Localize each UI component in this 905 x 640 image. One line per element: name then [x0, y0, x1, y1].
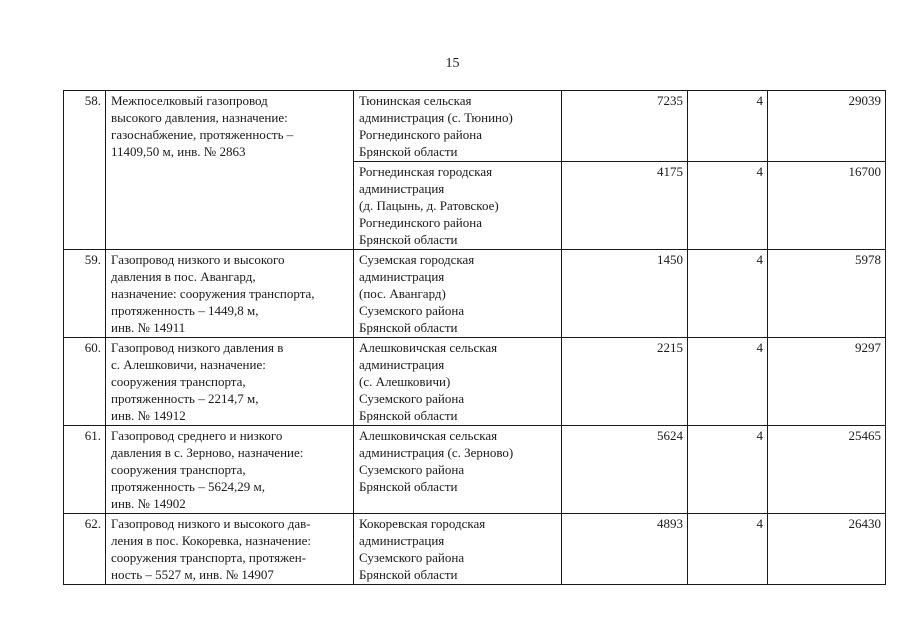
object-description-line: сооружения транспорта, протяжен-: [111, 550, 307, 565]
table-row: [64, 250, 886, 338]
object-description-line: Газопровод среднего и низкого: [111, 428, 283, 443]
value-rate: 4: [688, 514, 768, 585]
object-description-line: высокого давления, назначение:: [111, 110, 288, 125]
administration-name: [354, 338, 562, 426]
administration-line: администрация: [359, 181, 445, 196]
administration-line: Брянской области: [359, 408, 458, 423]
value-amount: 29039: [768, 91, 886, 162]
administration-line: Кокоревская городская: [359, 516, 486, 531]
value-length: 4175: [562, 162, 688, 250]
object-description: [106, 426, 354, 514]
object-description-line: давления в с. Зерново, назначение:: [111, 445, 304, 460]
administration-line: Брянской области: [359, 144, 458, 159]
object-description-line: газоснабжение, протяженность –: [111, 127, 294, 142]
administration-line: Брянской области: [359, 320, 458, 335]
object-description-line: протяженность – 2214,7 м,: [111, 391, 259, 406]
value-rate: 4: [688, 162, 768, 250]
value-amount: 16700: [768, 162, 886, 250]
value-length: 7235: [562, 91, 688, 162]
object-description-line: инв. № 14912: [111, 408, 186, 423]
administration-line: Суземского района: [359, 303, 465, 318]
administration-line: Алешковичская сельская: [359, 340, 498, 355]
object-description: [106, 338, 354, 426]
administration-line: (с. Алешковичи): [359, 374, 451, 389]
object-description-line: инв. № 14911: [111, 320, 186, 335]
administration-name: [354, 514, 562, 585]
object-description: [106, 250, 354, 338]
value-amount: 26430: [768, 514, 886, 585]
administration-line: Брянской области: [359, 479, 458, 494]
administration-name: [354, 426, 562, 514]
value-rate: 4: [688, 338, 768, 426]
value-rate: 4: [688, 426, 768, 514]
administration-line: Суземского района: [359, 550, 465, 565]
administration-line: (д. Пацынь, д. Ратовское): [359, 198, 499, 213]
administration-line: Алешковичская сельская: [359, 428, 498, 443]
administration-name: [354, 250, 562, 338]
table-row: [64, 338, 886, 426]
value-length: 5624: [562, 426, 688, 514]
administration-line: администрация: [359, 269, 445, 284]
table-row: [64, 91, 886, 162]
page-number: 15: [445, 56, 460, 71]
object-description-line: Межпоселковый газопровод: [111, 93, 268, 108]
administration-line: Суземского района: [359, 391, 465, 406]
object-description-line: протяженность – 5624,29 м,: [111, 479, 265, 494]
row-number: 62.: [64, 514, 106, 585]
object-description-line: ления в пос. Кокоревка, назначение:: [111, 533, 311, 548]
object-description-line: инв. № 14902: [111, 496, 186, 511]
administration-line: администрация (с. Тюнино): [359, 110, 513, 125]
object-description-line: Газопровод низкого и высокого дав-: [111, 516, 311, 531]
administration-line: администрация: [359, 357, 445, 372]
object-description-line: назначение: сооружения транспорта,: [111, 286, 315, 301]
administration-line: Суземская городская: [359, 252, 475, 267]
object-description-line: ность – 5527 м, инв. № 14907: [111, 567, 274, 582]
table-row: [64, 514, 886, 585]
object-description-line: давления в пос. Авангард,: [111, 269, 256, 284]
administration-name: [354, 162, 562, 250]
administration-name: [354, 91, 562, 162]
object-description: [106, 514, 354, 585]
administration-line: администрация (с. Зерново): [359, 445, 514, 460]
administration-line: Рогнединского района: [359, 215, 482, 230]
administration-line: Брянской области: [359, 232, 458, 247]
value-rate: 4: [688, 250, 768, 338]
value-rate: 4: [688, 91, 768, 162]
row-number: 60.: [64, 338, 106, 426]
administration-line: Рогнединская городская: [359, 164, 493, 179]
row-number: 59.: [64, 250, 106, 338]
object-description-line: Газопровод низкого и высокого: [111, 252, 285, 267]
administration-line: администрация: [359, 533, 445, 548]
object-description-line: с. Алешковичи, назначение:: [111, 357, 266, 372]
row-number: 61.: [64, 426, 106, 514]
object-description-line: сооружения транспорта,: [111, 462, 246, 477]
administration-line: Тюнинская сельская: [359, 93, 472, 108]
administration-line: Рогнединского района: [359, 127, 482, 142]
object-description-line: сооружения транспорта,: [111, 374, 246, 389]
value-amount: 9297: [768, 338, 886, 426]
administration-line: Суземского района: [359, 462, 465, 477]
table-row: [64, 426, 886, 514]
administration-line: (пос. Авангард): [359, 286, 446, 301]
value-length: 2215: [562, 338, 688, 426]
value-length: 1450: [562, 250, 688, 338]
object-description-line: Газопровод низкого давления в: [111, 340, 284, 355]
object-description-line: протяженность – 1449,8 м,: [111, 303, 259, 318]
object-description: [106, 91, 354, 250]
value-amount: 25465: [768, 426, 886, 514]
administration-line: Брянской области: [359, 567, 458, 582]
row-number: 58.: [64, 91, 106, 250]
object-description-line: 11409,50 м, инв. № 2863: [111, 144, 246, 159]
value-length: 4893: [562, 514, 688, 585]
property-table: [63, 90, 886, 585]
value-amount: 5978: [768, 250, 886, 338]
table-body: [64, 91, 886, 585]
